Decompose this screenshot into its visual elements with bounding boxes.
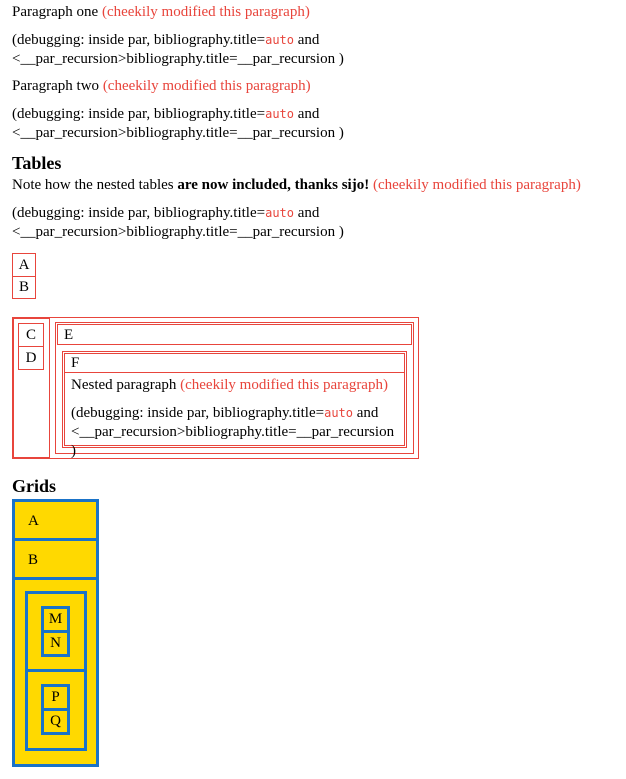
nested-paragraph-text: Nested paragraph (71, 377, 177, 393)
tables-note (12, 176, 581, 195)
tables-note-bold: are now included, thanks sijo! (177, 177, 370, 193)
paragraph-one-note: (cheekily modified this paragraph) (101, 4, 310, 20)
grid-cell-p (41, 684, 70, 711)
tables-note-text: Note how the nested tables (12, 177, 178, 193)
debug-block-1 (12, 31, 344, 69)
debug-1-mid: and (294, 32, 320, 48)
grid-cell-m-label: M (48, 611, 63, 627)
debug-4-prefix: (debugging: inside par, bibliography.title= (71, 405, 325, 421)
paragraph-two-note: (cheekily modified this paragraph) (102, 78, 311, 94)
paragraph-one (12, 3, 310, 22)
table-cell-e: E (57, 324, 412, 345)
grid-inner-bottom (25, 669, 87, 751)
tables-heading: Tables (12, 153, 62, 173)
table-cell-b: B (12, 276, 36, 299)
grid-cell-b (12, 538, 99, 580)
table-outer (12, 317, 419, 459)
debug-2-mid: and (294, 106, 320, 122)
debug-4-code: auto (324, 406, 353, 420)
grid-cell-q (41, 708, 70, 735)
grid-cell-n-label: N (50, 635, 61, 651)
grid-cell-nested (12, 577, 99, 767)
grids-heading: Grids (12, 476, 57, 496)
table-cell-c: C (18, 323, 44, 347)
nested-paragraph-mod: (cheekily modified this paragraph) (180, 377, 388, 393)
debug-2-line2: <__par_recursion>bibliography.title=__par_recursion ) (12, 125, 344, 141)
debug-1-line2: <__par_recursion>bibliography.title=__par_recursion ) (12, 51, 344, 67)
debug-3-line2: <__par_recursion>bibliography.title=__par_recursion ) (12, 224, 344, 240)
debug-3-prefix: (debugging: inside par, bibliography.title= (12, 205, 266, 221)
grid-cell-b-label: B (28, 552, 39, 568)
debug-4-mid: and (353, 405, 379, 421)
table-ab (12, 253, 36, 299)
paragraph-two-text: Paragraph two (12, 78, 100, 94)
grid-cell-p-label: P (51, 689, 60, 705)
grid-cell-m (41, 606, 70, 633)
grid-cell-q-label: Q (50, 713, 61, 729)
grid-inner-top (25, 591, 87, 672)
debug-block-3 (12, 204, 344, 242)
paragraph-two (12, 77, 311, 96)
debug-2-prefix: (debugging: inside par, bibliography.title= (12, 106, 266, 122)
table-cell-nested (64, 372, 405, 459)
grid-cell-a-label: A (28, 513, 39, 529)
debug-3-mid: and (294, 205, 320, 221)
debug-block-2 (12, 105, 344, 143)
debug-2-code: auto (265, 107, 294, 121)
grid-cell-a (12, 499, 99, 541)
grid-cell-n (41, 630, 70, 657)
paragraph-one-text: Paragraph one (12, 4, 99, 20)
grid-outer (12, 499, 99, 767)
debug-4-line2: <__par_recursion>bibliography.title=__par_recursion ) (71, 424, 395, 459)
grid-inner-box (25, 591, 87, 751)
table-cell-a: A (12, 253, 36, 277)
table-cell-d: D (18, 346, 44, 370)
tables-note-mod: (cheekily modified this paragraph) (372, 177, 581, 193)
debug-1-prefix: (debugging: inside par, bibliography.title= (12, 32, 266, 48)
table-cell-f: F (64, 353, 405, 373)
debug-3-code: auto (265, 206, 294, 220)
debug-1-code: auto (265, 33, 294, 47)
